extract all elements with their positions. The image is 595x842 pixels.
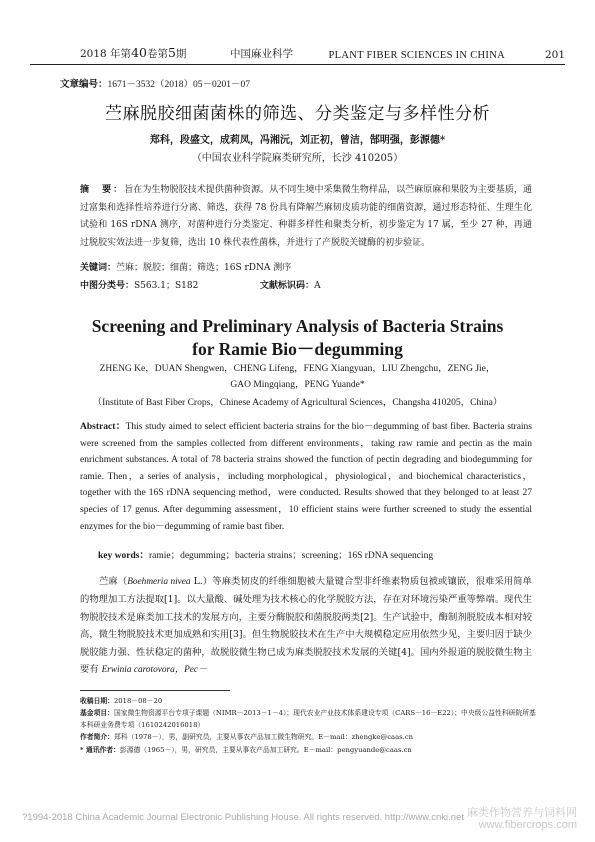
footnote-corresponding-label: * 通讯作者：	[80, 746, 120, 754]
title-en	[0, 315, 595, 361]
footnote-received	[80, 696, 540, 708]
body-p1-start: 苎麻（	[99, 576, 128, 587]
header-issue-number: 5	[167, 45, 176, 60]
abstract-en-text: This study aimed to select efficient bacteria strains for the bio－degumming of bast fiber. Bacteria strains were screened from the samples collected from different environments，taking raw ramie and pectin as the main enrichment substances. A total of 78 bacteria strains showed the function of pectin degrading and biodegumming for ramie. Then，a series of analysis，including morphological，physiological，and biochemical characteristics，together with the 16S rDNA sequencing method，were conducted. Results showed that they belonged to at least 27 species of 17 genus. After degumming assessment，10 efficient stains were further screened to study the essential enzymes for the bio－degumming of ramie bast fiber.	[80, 422, 532, 532]
header-journal-en: PLANT FIBER SCIENCES IN CHINA	[328, 50, 505, 61]
footnote-received-value: 2018－08－20	[113, 697, 163, 705]
footnote-fund	[80, 708, 540, 731]
classification-cn	[80, 278, 321, 291]
header-year-prefix: 2018 年第	[80, 48, 132, 60]
header-issue	[80, 45, 186, 61]
footnote-fund-label: 基金项目：	[80, 709, 114, 717]
classification-value: S563.1；S182	[134, 281, 199, 291]
authors-en-line1: ZHENG Ke，DUAN Shengwen，CHENG Lifeng，FENG Xiangyuan，LIU Zhengchu，ZENG Jie，	[99, 364, 496, 374]
site-watermark	[467, 806, 577, 832]
keywords-cn-text: 苎麻；脱胶；细菌；筛选；16S rDNA 测序	[116, 263, 292, 273]
body-paragraph	[80, 573, 532, 679]
affiliation-cn: （中国农业科学院麻类研究所，长沙 410205）	[191, 153, 404, 164]
article-id-value: 1671－3532（2018）05－0201－07	[107, 80, 251, 90]
title-cn: 苎麻脱胶细菌菌株的筛选、分类鉴定与多样性分析	[105, 104, 490, 124]
abstract-en	[80, 419, 532, 535]
footnote-author	[80, 732, 540, 744]
keywords-en-text: ramie；degumming；bacteria strains；screening；16S rDNA sequencing	[148, 551, 434, 561]
body-p1-text: ）等麻类韧皮的纤维细胞被大量键合型非纤维素物质包被或镶嵌，很难采用简单的物理加工方法提取[1]。以大量酸、碱处理为技术核心的化学脱胶方法，存在对环境污染严重等弊端。现代生物脱胶技术是麻类加工技术的发展方向，主要分酶脱胶和菌脱胶两类[2]。生产试验中，酶制剂脱胶成本相对较高，微生物脱胶技术更加成熟和实用[3]。但生物脱胶技术在生产中大规模稳定应用依然少见，主要归因于缺少脱胶能力强、性状稳定的菌种，故脱胶微生物已成为麻类脱胶技术发展的关键[4]。国内外报道的脱胶微生物主要有	[80, 576, 532, 676]
footnote-fund-value: 国家微生物资源平台专项子课题（NIMR－2013－1－4）；现代农业产业技术体系建设专项（CARS－16－E22）；中央级公益性科研院所基本科研业务费专项（1610242016018）	[80, 709, 536, 729]
body-p1-latin: Boehmeria nivea	[127, 577, 191, 587]
watermark-line1: 麻类作物营养与饲料网	[467, 806, 577, 819]
watermark-line2: www.fibercrops.com	[478, 819, 577, 831]
abstract-en-label: Abstract：	[80, 422, 126, 432]
copyright-footer: ?1994-2018 China Academic Journal Electronic Publishing House. All rights reserved. http://www.cnki.net	[22, 812, 464, 823]
header-issue-suffix: 期	[175, 48, 187, 60]
classification-label: 中图分类号：	[80, 281, 135, 291]
header-volume-suffix: 卷第	[146, 48, 168, 60]
keywords-cn	[80, 260, 291, 273]
body-p1-latin-suffix: L.	[190, 576, 203, 587]
abstract-cn	[80, 182, 532, 252]
footnote-received-label: 收稿日期：	[80, 697, 114, 705]
keywords-en-label: key words：	[98, 551, 149, 561]
footnote-divider	[80, 690, 230, 691]
abstract-cn-label: 摘 要：	[80, 185, 125, 195]
doc-code-label: 文献标识码：	[260, 281, 315, 291]
footnote-corresponding-value: 彭源德（1965－），男，研究员，主要从事农产品加工研究。E－mail：pengyuande@caas.cn	[119, 746, 412, 754]
authors-cn: 郑科，段盛文，成莉凤，冯湘沅，刘正初，曾洁，郜明强，彭源德*	[149, 135, 446, 146]
header-journal-cn: 中国麻业科学	[230, 48, 293, 60]
footnote-author-value: 郑科（1978－），男，副研究员，主要从事农产品加工微生物研究。E－mail：zhengke@caas.cn	[113, 733, 413, 741]
authors-en-line2: GAO Mingqiang，PENG Yuande*	[230, 380, 365, 390]
body-p1-end-latin: Erwinia carotovora，Pec－	[101, 665, 208, 676]
affiliation-en: （Institute of Bast Fiber Crops，Chinese Academy of Agricultural Sciences，Changsha 410205，China）	[92, 398, 503, 408]
header-volume: 40	[131, 45, 147, 60]
article-id	[60, 76, 250, 90]
title-en-line2: for Ramie Bio－degumming	[192, 339, 403, 359]
footnote-corresponding	[80, 745, 540, 757]
footnote-author-label: 作者简介：	[80, 733, 114, 741]
keywords-en	[98, 547, 433, 561]
keywords-cn-label: 关键词：	[80, 263, 117, 273]
title-en-line1: Screening and Preliminary Analysis of Bacteria Strains	[91, 316, 504, 336]
doc-code-value: A	[314, 281, 321, 291]
header-page-number: 201	[544, 49, 565, 61]
article-id-label: 文章编号：	[60, 79, 108, 90]
running-header	[30, 44, 565, 65]
abstract-cn-text: 旨在为生物脱胶技术提供菌种资源。从不同生境中采集微生物样品，以苎麻原麻和果胶为主要基质，通过富集和选择性培养进行分离、筛选，获得 78 份具有降解苎麻韧皮质功能的细菌资源，通过形态特征、生理生化试验和 16S rDNA 测序，对菌种进行分类鉴定、种群多样性和聚类分析，初步鉴定为 17 属，至少 27 种，再通过脱胶实效法进一步复筛，选出 10 株代表性菌株，并进行了产脱胶关键酶的初步验证。	[80, 185, 532, 248]
authors-en	[60, 361, 535, 393]
